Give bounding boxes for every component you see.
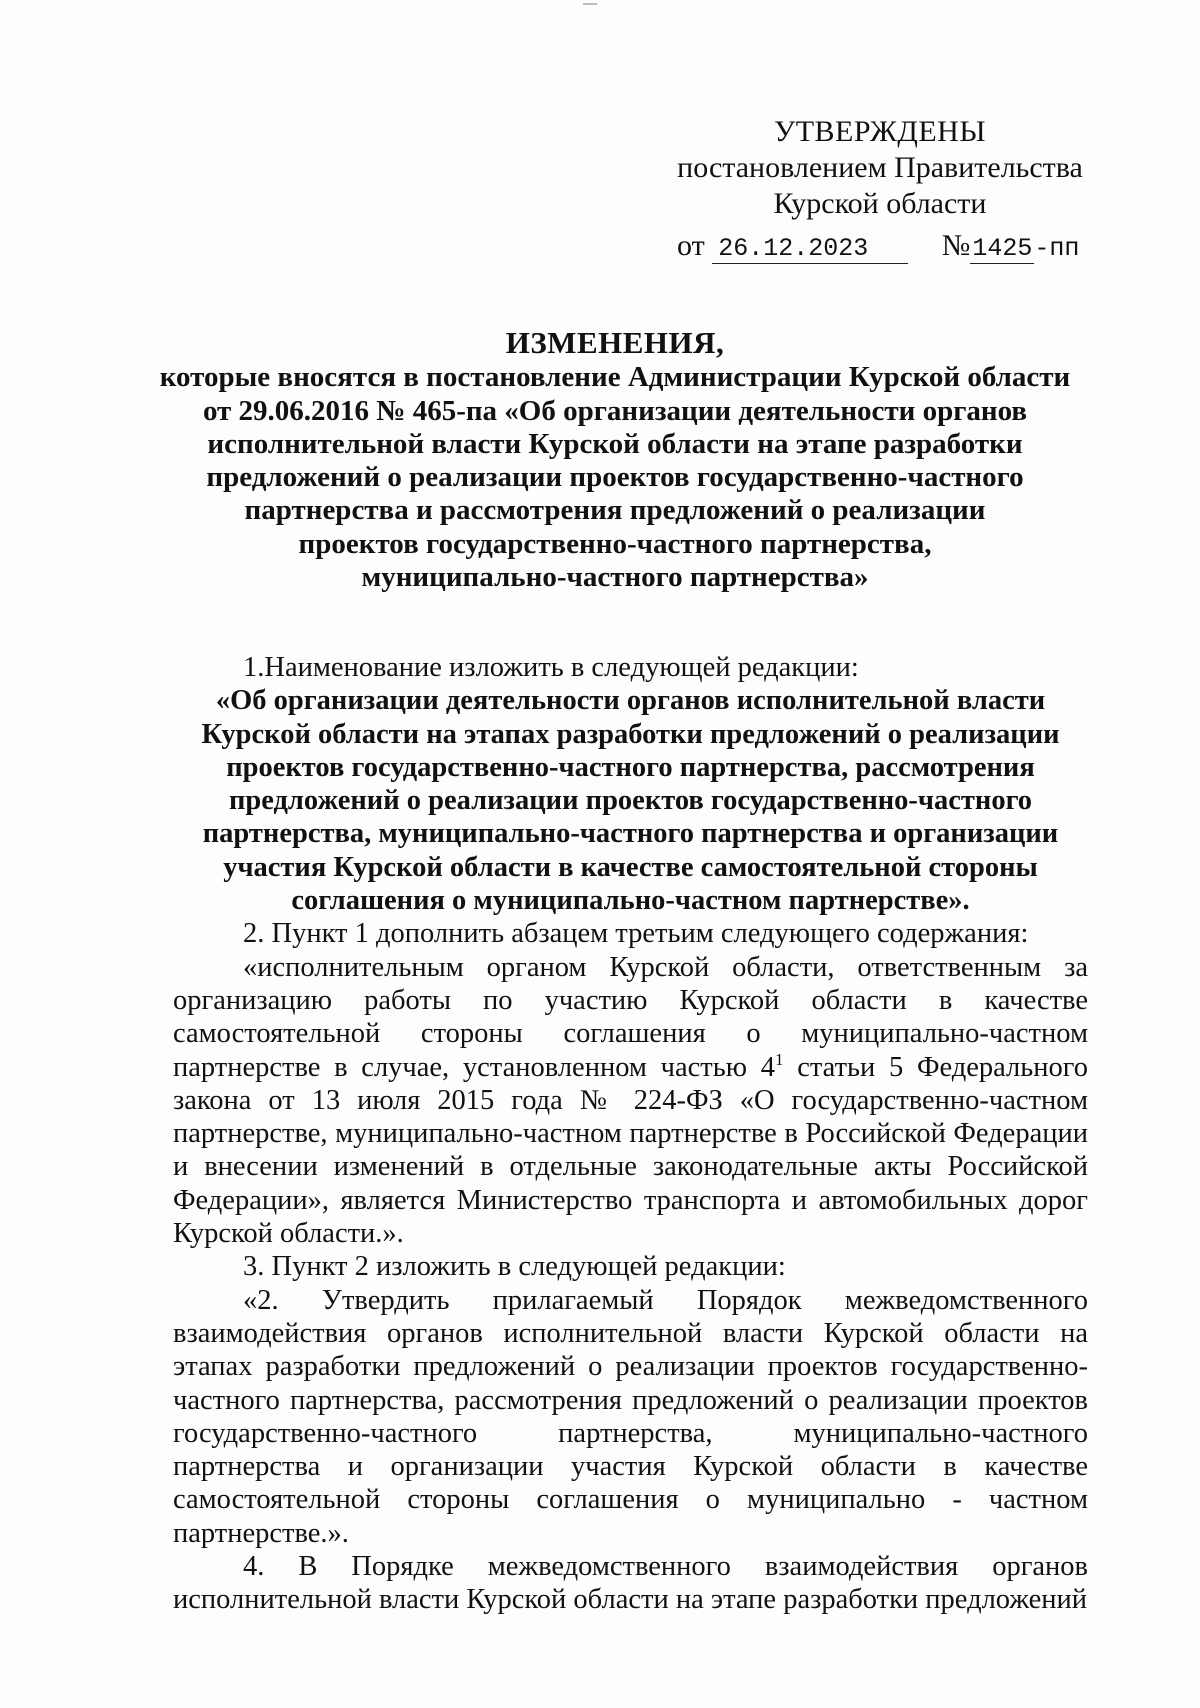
heading-line: исполнительной власти Курской области на этапе разработки	[207, 427, 1023, 460]
item-1-quote	[173, 684, 1088, 917]
quote-line: участия Курской области в качестве самостоятельной стороны	[223, 851, 1038, 883]
approval-dateline	[677, 228, 1079, 267]
heading-line: партнерства и рассмотрения предложений о реализации	[244, 494, 986, 527]
approval-date: 26.12.2023	[712, 235, 908, 264]
item-2-text-a: «исполнительным органом Курской области, ответственным за организацию работы по участию Курской области в качестве самостоятельной стороны соглашения о муниципально-частном партнерстве в случае, установленном частью 4	[173, 951, 1088, 1083]
quote-line: партнерства, муниципально-частного партнерства и организации	[202, 818, 1059, 850]
number-sign: №	[941, 229, 971, 262]
approval-title: УТВЕРЖДЕНЫ	[773, 115, 987, 148]
approval-number-suffix: -пп	[1034, 234, 1080, 263]
scan-artifact	[583, 3, 597, 5]
approval-line-3: Курской области	[773, 187, 987, 220]
item-2-text	[173, 951, 1088, 1251]
approval-number: 1425	[972, 234, 1033, 263]
quote-line: Курской области на этапах разработки предложений о реализации	[201, 718, 1060, 750]
approval-line-2: постановлением Правительства	[677, 151, 1083, 184]
quote-line: предложений о реализации проектов государственно-частного	[228, 785, 1033, 817]
from-prefix: от	[677, 229, 705, 262]
heading-line: проектов государственно-частного партнерства,	[298, 527, 932, 560]
quote-line: «Об организации деятельности органов исполнительной власти	[215, 685, 1046, 717]
quote-line: соглашения о муниципально-частном партнерстве».	[291, 885, 970, 917]
item-3-intro: 3. Пункт 2 изложить в следующей редакции:	[243, 1251, 786, 1283]
document-heading	[150, 326, 1080, 594]
superscript: 1	[775, 1049, 784, 1069]
heading-title: ИЗМЕНЕНИЯ,	[505, 325, 725, 360]
item-2-text-b: статьи 5 Федерального закона от 13 июля 2015 года № 224-ФЗ «О государственно-частном партнерстве, муниципально-частном партнерстве в Российской Федерации и внесении изменений в отдельные законодательные акты Российской Федерации», является Министерство транспорта и автомобильных дорог Курской области.».	[173, 1051, 1088, 1250]
quote-line: проектов государственно-частного партнерства, рассмотрения	[226, 751, 1035, 783]
heading-line: которые вносятся в постановление Администрации Курской области	[159, 361, 1071, 394]
item-4-text: 4. В Порядке межведомственного взаимодействия органов исполнительной власти Курской области на этапе разработки предложений	[173, 1551, 1088, 1616]
approval-block	[650, 114, 1110, 263]
item-1-intro: 1.Наименование изложить в следующей редакции:	[243, 652, 859, 683]
heading-line: муниципально-частного партнерства»	[361, 561, 869, 594]
document-body	[173, 651, 1088, 1617]
item-3-text: «2. Утвердить прилагаемый Порядок межведомственного взаимодействия органов исполнительной власти Курской области на этапах разработки предложений о реализации проектов государственно-частного партнерства, рассмотрения предложений о реализации проектов государственно-частного партнерства, муниципально-частного партнерства и организации участия Курской области в качестве самостоятельной стороны соглашения о муниципально - частном партнерстве.».	[173, 1284, 1088, 1549]
item-2-intro: 2. Пункт 1 дополнить абзацем третьим следующего содержания:	[243, 918, 1029, 950]
heading-line: предложений о реализации проектов государственно-частного	[206, 461, 1024, 494]
heading-line: от 29.06.2016 № 465-па «Об организации деятельности органов	[202, 394, 1028, 427]
